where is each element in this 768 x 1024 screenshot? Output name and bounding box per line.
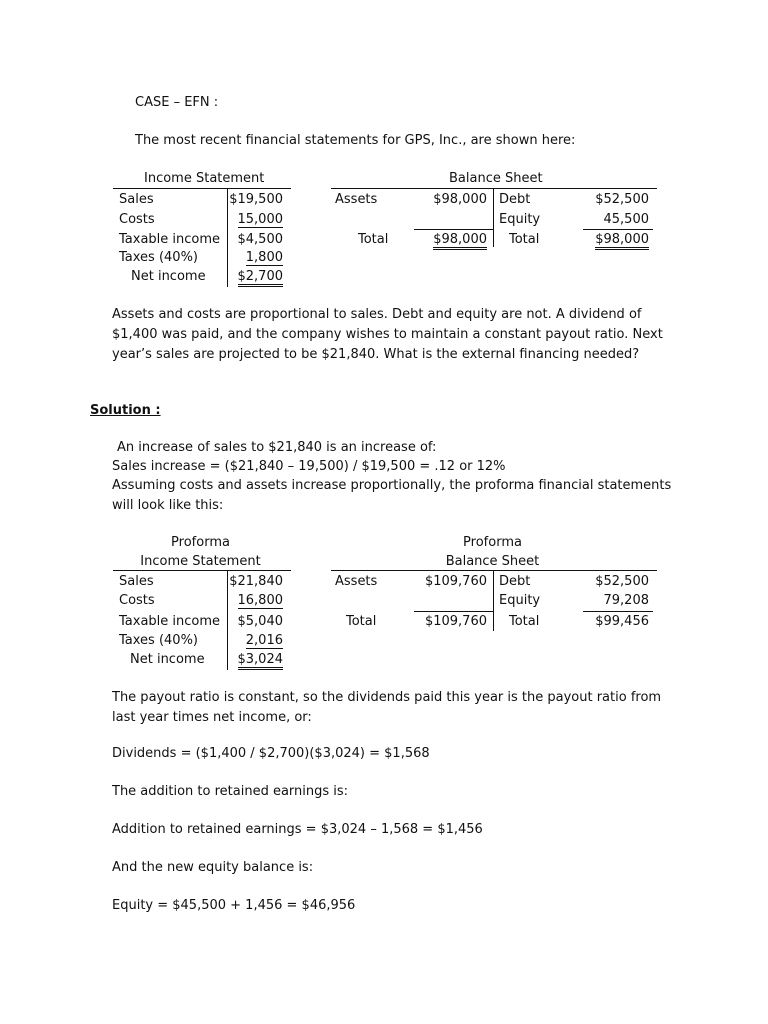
income-statement-title: Income Statement [144,171,265,186]
proforma-income-title-1: Proforma [171,535,230,550]
proforma-total-right-label: Total [509,614,540,629]
balance-debt-value: $52,500 [595,192,649,207]
proforma-equity-value: 79,208 [603,593,649,608]
proforma-row-taxable-label: Taxable income [119,614,221,629]
income-row-taxable-value: $4,500 [237,232,283,247]
proforma-row-net-label: Net income [130,652,205,667]
income-row-costs-label: Costs [119,212,155,227]
balance-total-left-value: $98,000 [433,232,487,250]
retained-earnings-equation: Addition to retained earnings = $3,024 – 1,568 = $1,456 [112,822,483,837]
proforma-balance-divider [493,571,494,631]
proforma-row-taxes-value: 2,016 [245,633,283,648]
proforma-income-top-rule [113,570,291,571]
income-row-taxes-label: Taxes (40%) [119,250,198,265]
balance-right-subtotal-rule [583,229,653,230]
income-row-sales-label: Sales [119,192,154,207]
proforma-total-left-value: $109,760 [424,614,487,629]
balance-divider [493,189,494,247]
balance-assets-value: $98,000 [433,192,487,207]
income-row-costs-value: 15,000 [237,212,283,227]
proforma-row-costs-value: 16,800 [237,593,283,608]
proforma-row-taxes-label: Taxes (40%) [119,633,198,648]
balance-total-left-label: Total [358,232,389,247]
proforma-left-subtotal-rule [414,611,493,612]
proforma-row-sales-label: Sales [119,574,154,589]
balance-equity-value: 45,500 [603,212,649,227]
income-row-net-label: Net income [131,269,206,284]
balance-equity-label: Equity [499,212,541,227]
proforma-debt-label: Debt [499,574,531,589]
balance-left-subtotal-rule [414,229,493,230]
case-title: CASE – EFN : [135,95,219,110]
solution-heading: Solution : [90,403,161,418]
proforma-income-divider [227,571,228,670]
dividends-equation: Dividends = ($1,400 / $2,700)($3,024) = $1,568 [112,746,430,761]
equity-equation: Equity = $45,500 + 1,456 = $46,956 [112,898,356,913]
income-row-taxable-label: Taxable income [119,232,221,247]
intro-text: The most recent financial statements for GPS, Inc., are shown here: [135,133,576,148]
solution-line-2: Sales increase = ($21,840 – 19,500) / $19,500 = .12 or 12% [112,459,506,474]
payout-explanation: The payout ratio is constant, so the dividends paid this year is the payout ratio from last year times net income, or: [112,690,662,725]
proforma-row-sales-value: $21,840 [229,574,283,589]
proforma-assets-value: $109,760 [424,574,487,589]
balance-total-right-label: Total [509,232,540,247]
equity-intro: And the new equity balance is: [112,860,314,875]
income-row-taxes-value: 1,800 [245,250,283,265]
proforma-balance-title-1: Proforma [463,535,522,550]
income-divider [227,189,228,287]
balance-debt-label: Debt [499,192,531,207]
proforma-right-subtotal-rule [583,611,653,612]
solution-line-1: An increase of sales to $21,840 is an increase of: [117,440,437,455]
proforma-assets-label: Assets [335,574,378,589]
balance-assets-label: Assets [335,192,378,207]
solution-line-3: Assuming costs and assets increase proportionally, the proforma financial statements will look like this: [112,478,672,513]
proforma-row-costs-label: Costs [119,593,155,608]
balance-total-right-value: $98,000 [595,232,649,250]
balance-top-rule [331,188,657,189]
retained-earnings-intro: The addition to retained earnings is: [112,784,349,799]
proforma-balance-top-rule [331,570,657,571]
proforma-debt-value: $52,500 [595,574,649,589]
problem-text: Assets and costs are proportional to sales. Debt and equity are not. A dividend of $1,400 was paid, and the company wishes to maintain a constant payout ratio. Next year’s sales are projected to be $21,840. What is the external financing needed? [112,307,663,362]
income-row-sales-value: $19,500 [229,192,283,207]
proforma-total-right-value: $99,456 [595,614,649,629]
proforma-total-left-label: Total [346,614,377,629]
income-row-net-value: $2,700 [238,269,284,287]
proforma-row-net-value: $3,024 [238,652,284,670]
proforma-income-title-2: Income Statement [140,554,261,569]
income-top-rule [113,188,291,189]
proforma-row-taxable-value: $5,040 [237,614,283,629]
balance-sheet-title: Balance Sheet [449,171,543,186]
proforma-equity-label: Equity [499,593,541,608]
proforma-balance-title-2: Balance Sheet [445,554,540,569]
